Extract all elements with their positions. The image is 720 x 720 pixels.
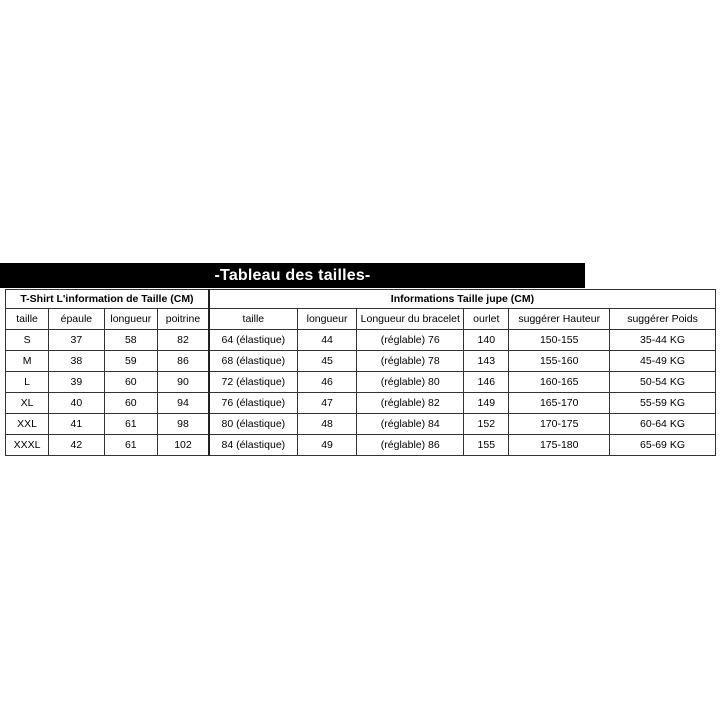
table-cell: 60 — [104, 372, 157, 393]
table-cell: 175-180 — [509, 435, 610, 456]
table-cell: 155-160 — [509, 351, 610, 372]
table-cell: 58 — [104, 330, 157, 351]
table-cell: 44 — [297, 330, 357, 351]
table-cell: XXL — [6, 414, 49, 435]
table-cell: 55-59 KG — [610, 393, 716, 414]
table-cell: 40 — [49, 393, 104, 414]
table-cell: L — [6, 372, 49, 393]
table-row — [6, 330, 716, 351]
table-cell: 160-165 — [509, 372, 610, 393]
table-cell: 72 (élastique) — [209, 372, 297, 393]
column-header: longueur — [297, 309, 357, 330]
table-cell: 68 (élastique) — [209, 351, 297, 372]
table-cell: (réglable) 86 — [357, 435, 464, 456]
table-cell: (réglable) 76 — [357, 330, 464, 351]
table-row — [6, 351, 716, 372]
table-cell: (réglable) 78 — [357, 351, 464, 372]
table-cell: 64 (élastique) — [209, 330, 297, 351]
table-cell: 86 — [158, 351, 209, 372]
size-chart-title: -Tableau des tailles- — [0, 263, 585, 288]
table-cell: (réglable) 80 — [357, 372, 464, 393]
table-cell: 165-170 — [509, 393, 610, 414]
column-header-row — [6, 309, 716, 330]
table-cell: 76 (élastique) — [209, 393, 297, 414]
table-cell: (réglable) 82 — [357, 393, 464, 414]
table-cell: 170-175 — [509, 414, 610, 435]
column-header: poitrine — [158, 309, 209, 330]
table-cell: 61 — [104, 414, 157, 435]
table-cell: 35-44 KG — [610, 330, 716, 351]
table-cell: 94 — [158, 393, 209, 414]
table-cell: 59 — [104, 351, 157, 372]
table-cell: M — [6, 351, 49, 372]
table-cell: XXXL — [6, 435, 49, 456]
table-cell: 41 — [49, 414, 104, 435]
table-cell: 155 — [464, 435, 509, 456]
table-cell: 84 (élastique) — [209, 435, 297, 456]
table-row — [6, 414, 716, 435]
column-header: Longueur du bracelet — [357, 309, 464, 330]
table-cell: 150-155 — [509, 330, 610, 351]
skirt-group-header: Informations Taille jupe (CM) — [209, 290, 716, 309]
column-header: longueur — [104, 309, 157, 330]
table-row — [6, 372, 716, 393]
size-chart-table — [5, 289, 716, 456]
table-cell: 49 — [297, 435, 357, 456]
table-cell: 37 — [49, 330, 104, 351]
table-cell: S — [6, 330, 49, 351]
table-cell: 39 — [49, 372, 104, 393]
column-header: épaule — [49, 309, 104, 330]
table-cell: 61 — [104, 435, 157, 456]
table-cell: 98 — [158, 414, 209, 435]
table-cell: 38 — [49, 351, 104, 372]
table-cell: 65-69 KG — [610, 435, 716, 456]
table-cell: 45 — [297, 351, 357, 372]
table-cell: 42 — [49, 435, 104, 456]
table-cell: (réglable) 84 — [357, 414, 464, 435]
table-row — [6, 393, 716, 414]
group-header-row — [6, 290, 716, 309]
table-cell: 152 — [464, 414, 509, 435]
column-header: taille — [6, 309, 49, 330]
table-cell: XL — [6, 393, 49, 414]
column-header: suggérer Poids — [610, 309, 716, 330]
tshirt-group-header: T-Shirt L'information de Taille (CM) — [6, 290, 209, 309]
table-cell: 60-64 KG — [610, 414, 716, 435]
table-cell: 90 — [158, 372, 209, 393]
table-row — [6, 435, 716, 456]
table-cell: 80 (élastique) — [209, 414, 297, 435]
table-cell: 60 — [104, 393, 157, 414]
table-cell: 82 — [158, 330, 209, 351]
column-header: suggérer Hauteur — [509, 309, 610, 330]
table-cell: 47 — [297, 393, 357, 414]
table-cell: 143 — [464, 351, 509, 372]
table-cell: 45-49 KG — [610, 351, 716, 372]
table-cell: 48 — [297, 414, 357, 435]
table-cell: 149 — [464, 393, 509, 414]
column-header: ourlet — [464, 309, 509, 330]
table-cell: 140 — [464, 330, 509, 351]
table-cell: 46 — [297, 372, 357, 393]
table-cell: 102 — [158, 435, 209, 456]
column-header: taille — [209, 309, 297, 330]
table-cell: 146 — [464, 372, 509, 393]
table-cell: 50-54 KG — [610, 372, 716, 393]
